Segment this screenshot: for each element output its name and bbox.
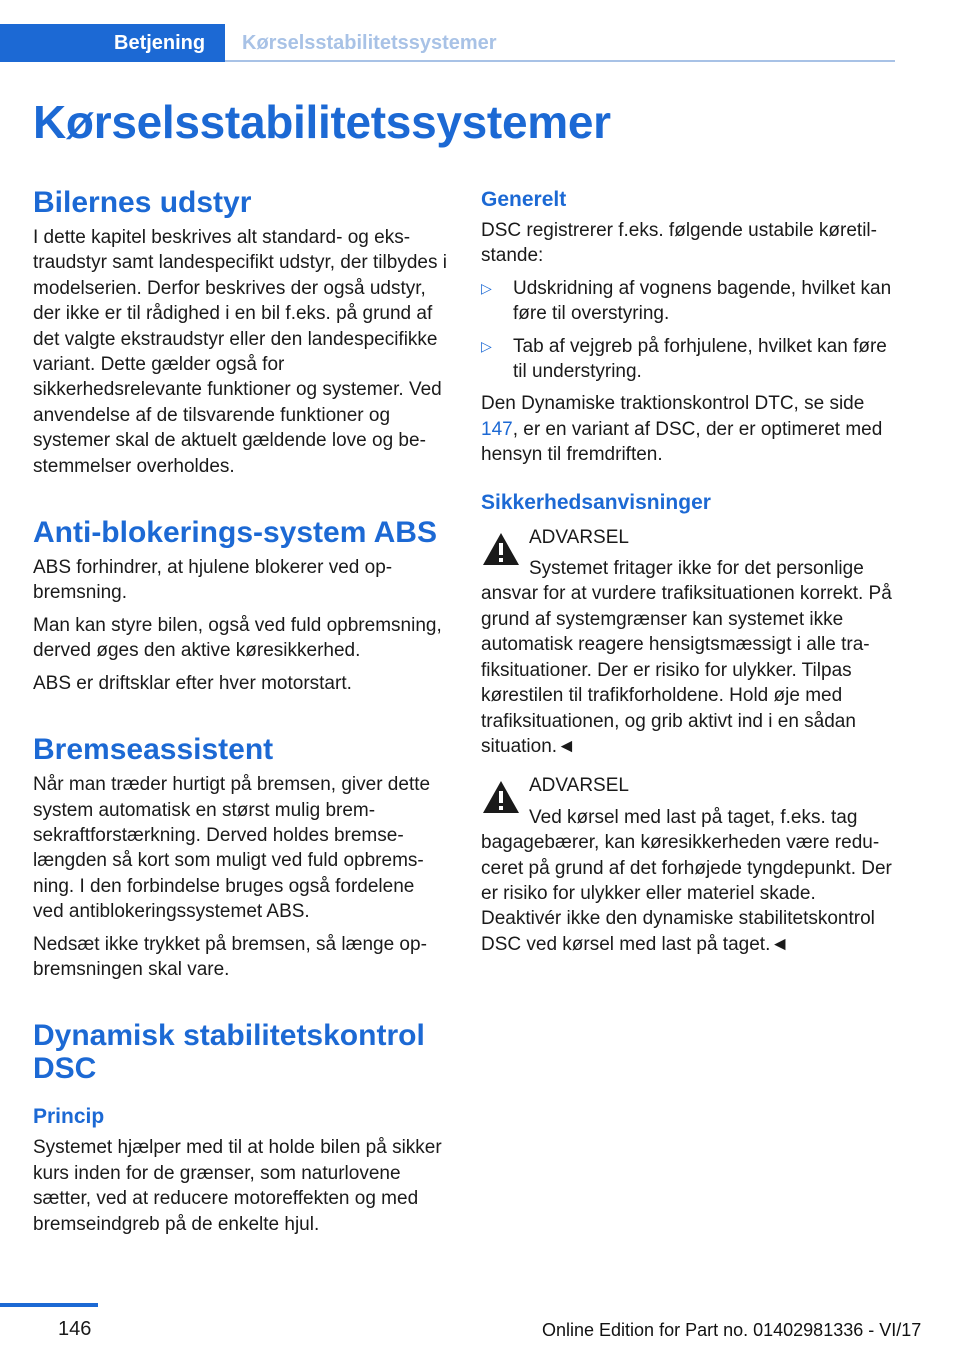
left-column: [33, 186, 447, 1244]
section-title-abs: Anti-blokerings-system ABS: [33, 516, 437, 550]
header-divider: [225, 60, 895, 62]
header-bar: [0, 0, 960, 62]
paragraph: DSC registrerer f.eks. følgende ustabile køretilstande:: [481, 220, 877, 267]
paragraph: Når man træder hurtigt på bremsen, giver dette system automatisk en størst mulig bremsekraftforstærkning. Derved holdes bremselængden så kort som muligt ved fuld opbremsning. I den forbindelse bruges også fordelene ved antiblokeringssystemet ABS.: [33, 774, 431, 923]
tab-betjening[interactable]: Betjening: [0, 24, 225, 62]
bullet-list: [481, 276, 895, 385]
subsection-title-principle: Princip: [33, 1105, 105, 1129]
warning-triangle-icon: [481, 531, 521, 567]
page-link[interactable]: 147: [481, 418, 513, 440]
warning-block: [481, 525, 895, 760]
warning-label: ADVARSEL: [529, 775, 629, 797]
paragraph: I dette kapitel beskrives alt standard- og ekstraudstyr samt landespecifikt udstyr, der tilbydes i modelserien. Derfor beskrives der også udstyr, der ikke er til rådighed i en bil f.eks. på grund af det valgte ekstraudstyr eller den landespecifikke variant. Dette gælder også for sikkerhedsrelevante funktioner og systemer. Ved anvendelse af de tilsvarende funktioner og systemer skal de aktuelt gældende love og bestemmelser overholdes.: [33, 227, 447, 477]
warning-label: ADVARSEL: [529, 526, 629, 548]
list-item: ▷ Tab af vejgreb på forhjulene, hvilket kan føre til understyring.: [481, 334, 895, 385]
subsection-title-safety: Sikkerhedsanvisninger: [481, 490, 711, 514]
warning-text: bagagebærer, kan køresikkerheden være reduceret på grund af det forhøjede tyngdepunkt. Der er risiko for ulykker eller materiel skade. Deaktivér ikke den dynamiske stabilitetskontrol DSC ved kørsel med last på taget.◄: [481, 832, 892, 955]
paragraph: Man kan styre bilen, også ved fuld opbremsning, derved øges den aktive køresikkerhed.: [33, 614, 442, 662]
text: Den Dynamiske traktionskontrol DTC, se side: [481, 393, 865, 415]
warning-block: [481, 773, 895, 957]
paragraph: ABS forhindrer, at hjulene blokerer ved opbremsning.: [33, 557, 393, 604]
warning-text-first: Ved kørsel med last på taget, f.eks. tag: [529, 806, 858, 828]
right-column: [481, 186, 895, 971]
paragraph: ABS er driftsklar efter hver motorstart.: [33, 672, 352, 694]
edition-note: Online Edition for Part no. 01402981336 - VI/17: [542, 1320, 922, 1340]
section-title-equipment: Bilernes udstyr: [33, 186, 252, 219]
warning-triangle-icon: [481, 779, 521, 815]
paragraph: Nedsæt ikke trykket på bremsen, så længe opbremsningen skal vare.: [33, 933, 427, 980]
section-title-dsc: Dynamisk stabilitetskontrol DSC: [33, 1019, 425, 1086]
list-item: ▷ Udskridning af vognens bagende, hvilket kan føre til overstyring.: [481, 276, 895, 327]
footer-accent-line: [0, 1303, 98, 1307]
tab-section[interactable]: Kørselsstabilitetssystemer: [242, 32, 497, 54]
page-title: Kørselsstabilitetssystemer: [33, 96, 611, 148]
warning-text-first: Systemet fritager ikke for det personlige: [529, 558, 864, 580]
paragraph: Systemet hjælper med til at holde bilen på sikker kurs inden for de grænser, som naturlovene sætter, ved at reducere motoreffekten og med bremseindgreb på de enkelte hjul.: [33, 1137, 442, 1235]
subsection-title-general: Generelt: [481, 188, 567, 211]
text: , er en variant af DSC, der er optimeret med hensyn til fremdriften.: [481, 418, 883, 466]
warning-text: ansvar for at vurdere trafiksituationen korrekt. På grund af systemgrænser kan systemet ikke automatisk reagere hensigtsmæssigt i alle trafiksituationer. Der er risiko for ulykker. Tilpas kørestilen til trafikforholdene. Hold øje med trafiksituationen, og grib aktivt ind i en sådan situation.◄: [481, 583, 892, 757]
section-title-brake-assist: Bremseassistent: [33, 733, 274, 767]
page-number: 146: [58, 1318, 92, 1340]
paragraph-dtc: [481, 391, 895, 467]
